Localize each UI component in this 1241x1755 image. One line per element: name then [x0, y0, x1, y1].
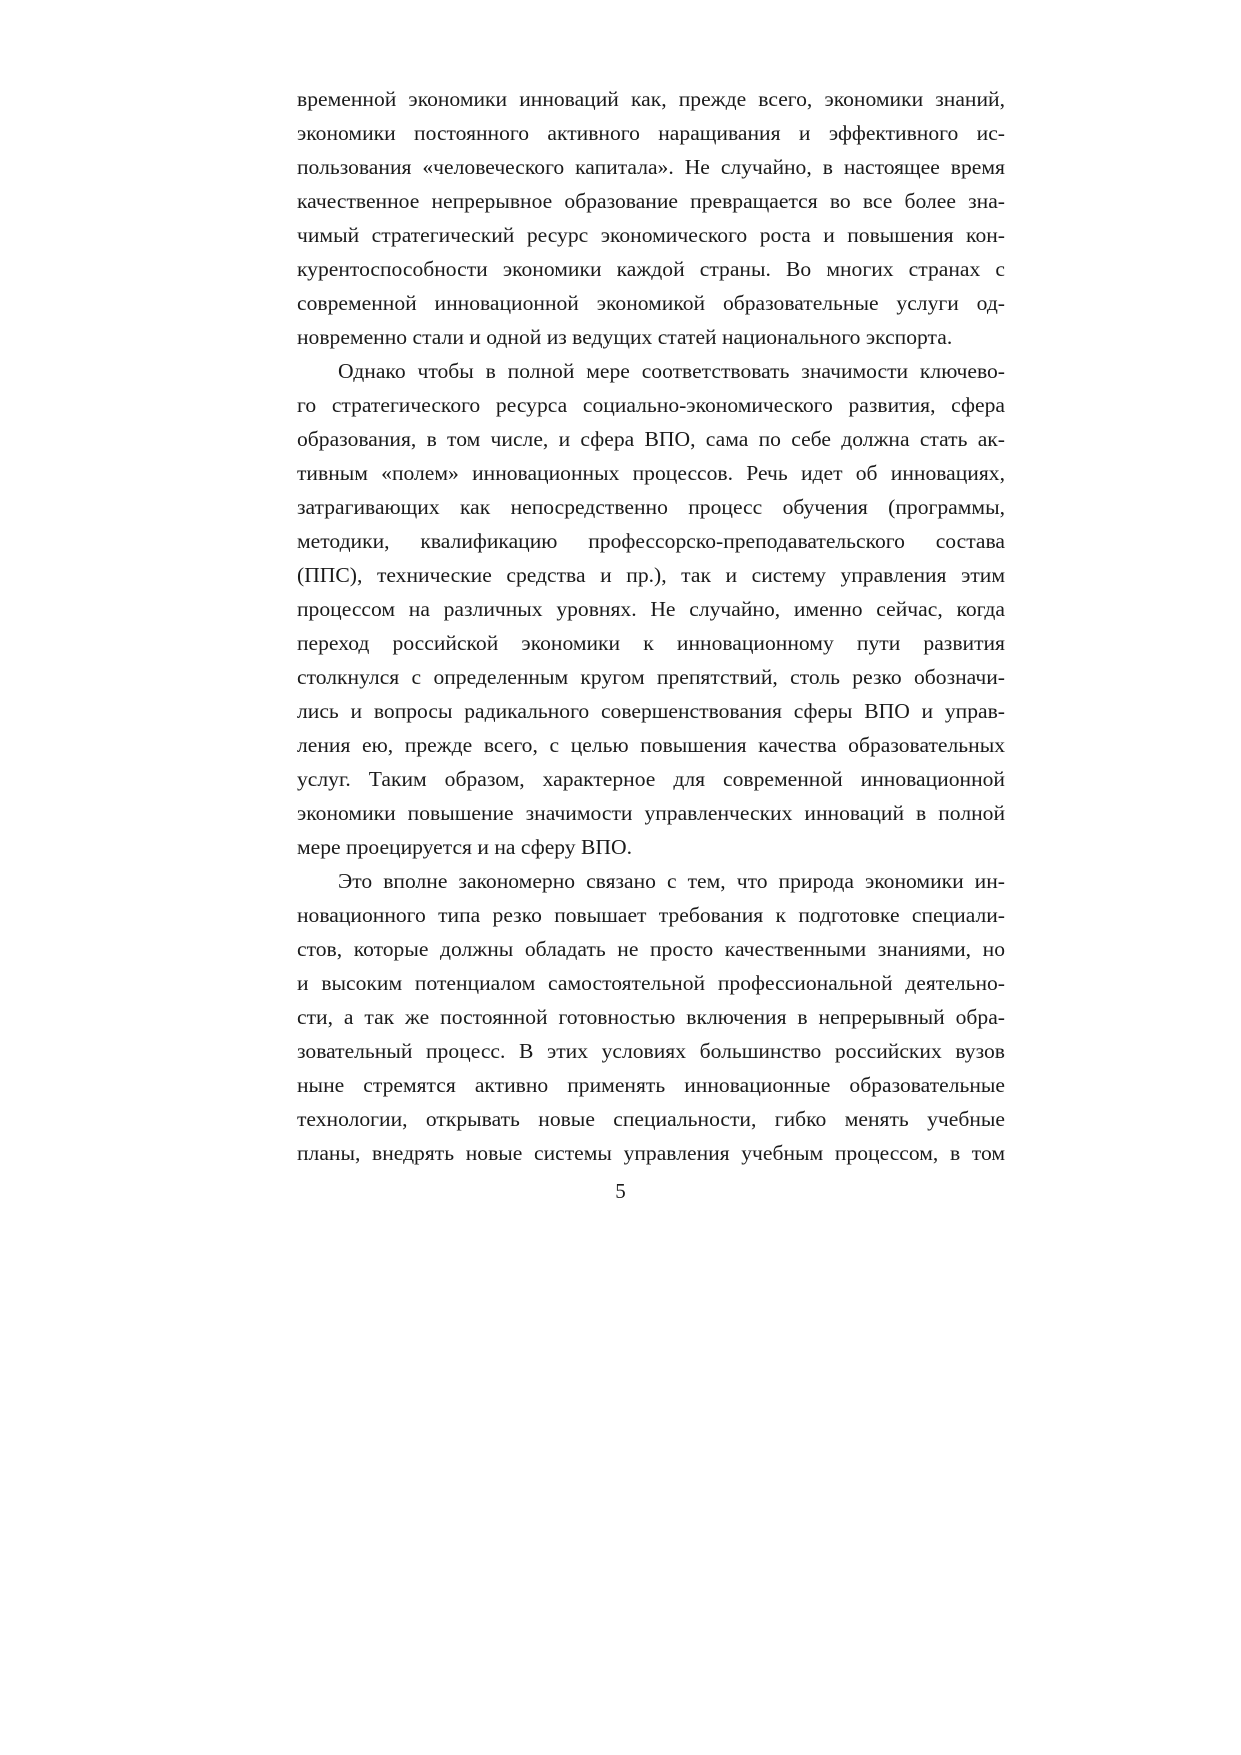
text-line: зовательный процесс. В этих условиях большинство российских вузов	[297, 1039, 1005, 1063]
text-line: временной экономики инноваций как, прежде всего, экономики знаний,	[297, 87, 1005, 111]
text-line: Однако чтобы в полной мере соответствовать значимости ключево-	[338, 359, 1005, 383]
text-line: технологии, открывать новые специальности, гибко менять учебные	[297, 1107, 1005, 1131]
text-line: и высоким потенциалом самостоятельной профессиональной деятельно-	[297, 971, 1005, 995]
text-line: методики, квалификацию профессорско-преподавательского состава	[297, 529, 1005, 553]
text-line: курентоспособности экономики каждой страны. Во многих странах с	[297, 257, 1005, 281]
text-line: мере проецируется и на сферу ВПО.	[297, 835, 632, 859]
paragraph	[297, 354, 1005, 864]
text-line: экономики постоянного активного наращивания и эффективного ис-	[297, 121, 1005, 145]
text-line: процессом на различных уровнях. Не случайно, именно сейчас, когда	[297, 597, 1005, 621]
text-line: современной инновационной экономикой образовательные услуги од-	[297, 291, 1005, 315]
text-line: столкнулся с определенным кругом препятствий, столь резко обозначи-	[297, 665, 1005, 689]
text-line: новационного типа резко повышает требования к подготовке специали-	[297, 903, 1005, 927]
body-text	[297, 82, 1005, 1170]
text-line: ныне стремятся активно применять инновационные образовательные	[297, 1073, 1005, 1097]
paragraph	[297, 82, 1005, 354]
text-line: тивным «полем» инновационных процессов. Речь идет об инновациях,	[297, 461, 1005, 485]
text-line: стов, которые должны обладать не просто качественными знаниями, но	[297, 937, 1005, 961]
text-line: сти, а так же постоянной готовностью включения в непрерывный обра-	[297, 1005, 1005, 1029]
text-line: новременно стали и одной из ведущих статей национального экспорта.	[297, 325, 953, 349]
paragraph	[297, 864, 1005, 1170]
text-line: услуг. Таким образом, характерное для современной инновационной	[297, 767, 1005, 791]
page-number: 5	[615, 1179, 626, 1203]
text-line: планы, внедрять новые системы управления учебным процессом, в том	[297, 1141, 1005, 1165]
text-line: переход российской экономики к инновационному пути развития	[297, 631, 1005, 655]
text-line: пользования «человеческого капитала». Не случайно, в настоящее время	[297, 155, 1005, 179]
text-line: (ППС), технические средства и пр.), так и систему управления этим	[297, 563, 1005, 587]
text-line: качественное непрерывное образование превращается во все более зна-	[297, 189, 1005, 213]
text-line: го стратегического ресурса социально-экономического развития, сфера	[297, 393, 1005, 417]
text-line: ления ею, прежде всего, с целью повышения качества образовательных	[297, 733, 1005, 757]
text-line: экономики повышение значимости управленческих инноваций в полной	[297, 801, 1005, 825]
text-line: Это вполне закономерно связано с тем, что природа экономики ин-	[338, 869, 1005, 893]
text-line: лись и вопросы радикального совершенствования сферы ВПО и управ-	[297, 699, 1005, 723]
text-line: образования, в том числе, и сфера ВПО, сама по себе должна стать ак-	[297, 427, 1005, 451]
text-line: затрагивающих как непосредственно процесс обучения (программы,	[297, 495, 1005, 519]
text-line: чимый стратегический ресурс экономического роста и повышения кон-	[297, 223, 1005, 247]
